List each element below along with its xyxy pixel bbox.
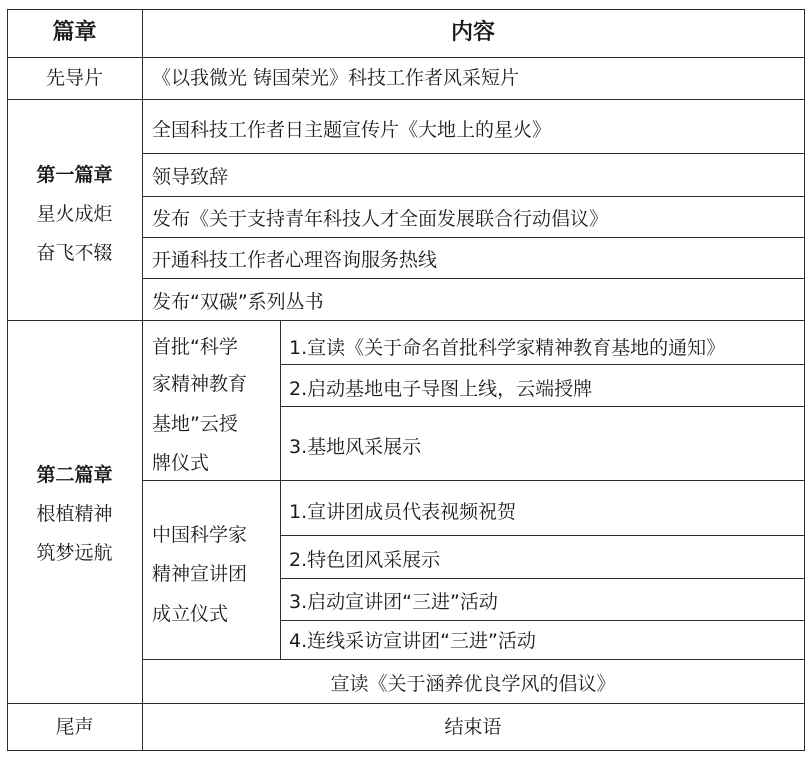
group2-label: 精神宣讲团	[152, 563, 248, 585]
chapter2-title: 第二篇章	[36, 464, 113, 486]
group2-item: 4.连线采访宣讲团“三进”活动	[289, 630, 536, 652]
group1-label: 家精神教育	[152, 373, 248, 395]
epilogue-content: 结束语	[444, 716, 502, 738]
grid-line	[7, 9, 8, 751]
group2-item: 1.宣讲团成员代表视频祝贺	[289, 501, 517, 523]
grid-line	[280, 535, 805, 536]
grid-line	[280, 620, 805, 621]
group1-item: 2.启动基地电子导图上线，云端授牌	[289, 378, 593, 400]
grid-line	[7, 750, 805, 751]
chapter1-subtitle: 星火成炬	[36, 203, 113, 225]
group1-item: 3.基地风采展示	[289, 436, 422, 458]
prelude-content: 《以我微光 铸国荣光》科技工作者风采短片	[152, 67, 520, 89]
chapter1-item: 开通科技工作者心理咨询服务热线	[152, 249, 438, 271]
grid-line	[142, 278, 805, 279]
header-col-chapter: 篇章	[52, 20, 97, 45]
group2-label: 中国科学家	[152, 524, 248, 546]
grid-line	[804, 9, 805, 751]
grid-line	[142, 480, 805, 481]
grid-line	[142, 196, 805, 197]
grid-line	[142, 153, 805, 154]
chapter1-item: 领导致辞	[152, 166, 229, 188]
prelude-section: 先导片	[45, 67, 103, 89]
chapter2-closing-item: 宣读《关于涵养优良学风的倡议》	[330, 673, 616, 695]
grid-line	[280, 578, 805, 579]
group2-label: 成立仪式	[152, 603, 229, 625]
group2-item: 3.启动宣讲团“三进”活动	[289, 591, 498, 613]
grid-line	[7, 57, 805, 58]
chapter1-item: 发布《关于支持青年科技人才全面发展联合行动倡议》	[152, 208, 609, 230]
chapter1-title: 第一篇章	[36, 164, 113, 186]
grid-line	[280, 364, 805, 365]
grid-line	[142, 237, 805, 238]
grid-line	[7, 99, 805, 100]
chapter2-subtitle: 根植精神	[36, 503, 113, 525]
epilogue-section: 尾声	[55, 716, 94, 738]
group1-label: 首批“科学	[152, 336, 238, 358]
grid-line	[7, 9, 805, 10]
grid-line	[280, 406, 805, 407]
grid-line	[142, 659, 805, 660]
chapter2-subtitle: 筑梦远航	[36, 542, 113, 564]
grid-line	[7, 320, 805, 321]
grid-line	[280, 320, 281, 660]
grid-line	[142, 9, 143, 751]
header-col-content: 内容	[450, 20, 495, 45]
group2-item: 2.特色团风采展示	[289, 549, 441, 571]
group1-item: 1.宣读《关于命名首批科学家精神教育基地的通知》	[289, 337, 726, 359]
chapter1-item: 全国科技工作者日主题宣传片《大地上的星火》	[152, 119, 552, 141]
group1-label: 牌仪式	[152, 452, 210, 474]
chapter1-subtitle: 奋飞不辍	[36, 242, 113, 264]
grid-line	[7, 703, 805, 704]
chapter1-item: 发布“双碳”系列丛书	[152, 291, 324, 313]
group1-label: 基地”云授	[152, 413, 238, 435]
